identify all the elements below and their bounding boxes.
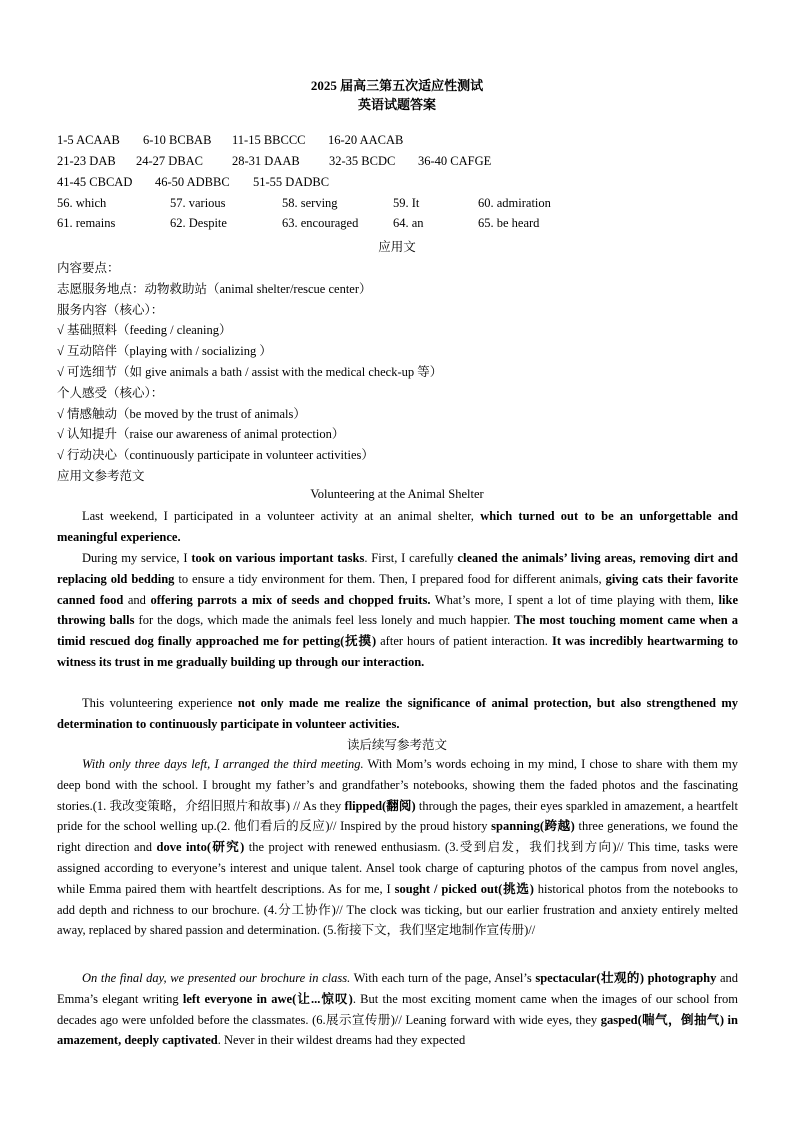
answer-item: 1-5 ACAAB bbox=[57, 133, 120, 147]
answer-item: 11-15 BBCCC bbox=[232, 133, 306, 147]
answer-item: 16-20 AACAB bbox=[328, 133, 404, 147]
points-label: 内容要点： bbox=[57, 261, 120, 275]
answer-item: 21-23 DAB bbox=[57, 154, 116, 168]
service-item: √ 互动陪伴（playing with / socializing ） bbox=[57, 344, 272, 358]
answer-item: 6-10 BCBAB bbox=[143, 133, 212, 147]
answer-item: 28-31 DAAB bbox=[232, 154, 300, 168]
essay-title: Volunteering at the Animal Shelter bbox=[310, 487, 484, 501]
answer-item: 32-35 BCDC bbox=[329, 154, 396, 168]
section-heading: 应用文 bbox=[378, 240, 416, 254]
essay-paragraph: With only three days left, I arranged the third meeting. With Mom’s words echoing in my mind, I chose to share with them my deep bond with the school. I brought my father’s and grandfather’s notebooks, showing them the faded photos and the fascinating stories.(1. 我改变策略，介绍旧照片和故事) // As they flipped(翻阅) through the pages, their eyes sparkled in amazement, a heartfelt pride for the school welling up.(2. 他们看后的反应)// Inspired by the proud history spanning(跨越) three generations, we found the right direction and dove into(研究) the project with renewed enthusiasm. (3.受到启发，我们找到方向)// This time, tasks were assigned according to everyone’s interest and unique talent. Ansel took charge of capturing photos of the campus from novel angles, while Emma paired them with heartfelt descriptions. As for me, I sought / picked out(挑选) historical photos from the notebooks to add depth and richness to our brochure. (4.分工协作)// The clock was ticking, but our earlier frustration and anxiety entirely melted away, replaced by shared passion and determination. (5.衔接下文，我们坚定地制作宣传册)// bbox=[57, 757, 739, 938]
answer-item: 57. various bbox=[170, 196, 226, 210]
answer-item: 63. encouraged bbox=[282, 216, 359, 230]
exam-subtitle: 英语试题答案 bbox=[357, 97, 436, 112]
sample-label: 应用文参考范文 bbox=[57, 469, 145, 483]
answer-item: 60. admiration bbox=[478, 196, 551, 210]
answer-item: 61. remains bbox=[57, 216, 116, 230]
essay-paragraph: On the final day, we presented our brochure in class. With each turn of the page, Ansel’s spectacular(壮观的) photography and Emma’s elegant writing left everyone in awe(让...惊叹). But the most exciting moment came when the images of our school from decades ago were unfolded before the classmates. (6.展示宣传册)// Leaning forward with wide eyes, they gasped(喘气，倒抽气) in amazement, deeply captivated. Never in their wildest dreams had they expected bbox=[57, 971, 738, 1048]
service-item: √ 基础照料（feeding / cleaning） bbox=[57, 323, 232, 337]
answer-item: 24-27 DBAC bbox=[136, 154, 204, 168]
answer-item: 58. serving bbox=[282, 196, 338, 210]
essay-paragraph: This volunteering experience not only made me realize the significance of animal protection, but also strengthened my determination to continuously participate in volunteer activities. bbox=[57, 696, 738, 731]
answer-item: 36-40 CAFGE bbox=[418, 154, 492, 168]
answer-item: 64. an bbox=[393, 216, 424, 230]
service-label: 服务内容（核心）： bbox=[57, 303, 164, 317]
answer-item: 46-50 ADBBC bbox=[155, 175, 230, 189]
section-heading: 读后续写参考范文 bbox=[346, 738, 447, 752]
answer-item: 59. It bbox=[393, 196, 420, 210]
answer-item: 65. be heard bbox=[478, 216, 540, 230]
service-item: √ 可选细节（如 give animals a bath / assist with the medical check-up 等） bbox=[57, 365, 443, 379]
feeling-item: √ 认知提升（raise our awareness of animal protection） bbox=[57, 427, 345, 441]
location-line: 志愿服务地点：动物救助站（animal shelter/rescue center） bbox=[57, 282, 372, 296]
essay-paragraph: Last weekend, I participated in a volunteer activity at an animal shelter, which turned out to be an unforgettable and meaningful experience. bbox=[57, 509, 738, 544]
answer-item: 41-45 CBCAD bbox=[57, 175, 133, 189]
feeling-item: √ 行动决心（continuously participate in volunteer activities） bbox=[57, 448, 374, 462]
exam-title: 2025 届高三第五次适应性测试 bbox=[310, 78, 484, 93]
feeling-label: 个人感受（核心）： bbox=[57, 386, 164, 400]
answer-item: 51-55 DADBC bbox=[253, 175, 330, 189]
answer-item: 62. Despite bbox=[170, 216, 227, 230]
answer-item: 56. which bbox=[57, 196, 107, 210]
essay-paragraph: During my service, I took on various important tasks. First, I carefully cleaned the animals’ living areas, removing dirt and replacing old bedding to ensure a tidy environment for them. Then, I prepared food for different animals, giving cats their favorite canned food and offering parrots a mix of seeds and chopped fruits. What’s more, I spent a lot of time playing with them, like throwing balls for the dogs, which made the animals feel less lonely and much happier. The most touching moment came when a timid rescued dog finally approached me for petting(抚摸) after hours of patient interaction. It was incredibly heartwarming to witness its trust in me gradually building up through our interaction. bbox=[57, 551, 738, 669]
feeling-item: √ 情感触动（be moved by the trust of animals） bbox=[57, 407, 306, 421]
